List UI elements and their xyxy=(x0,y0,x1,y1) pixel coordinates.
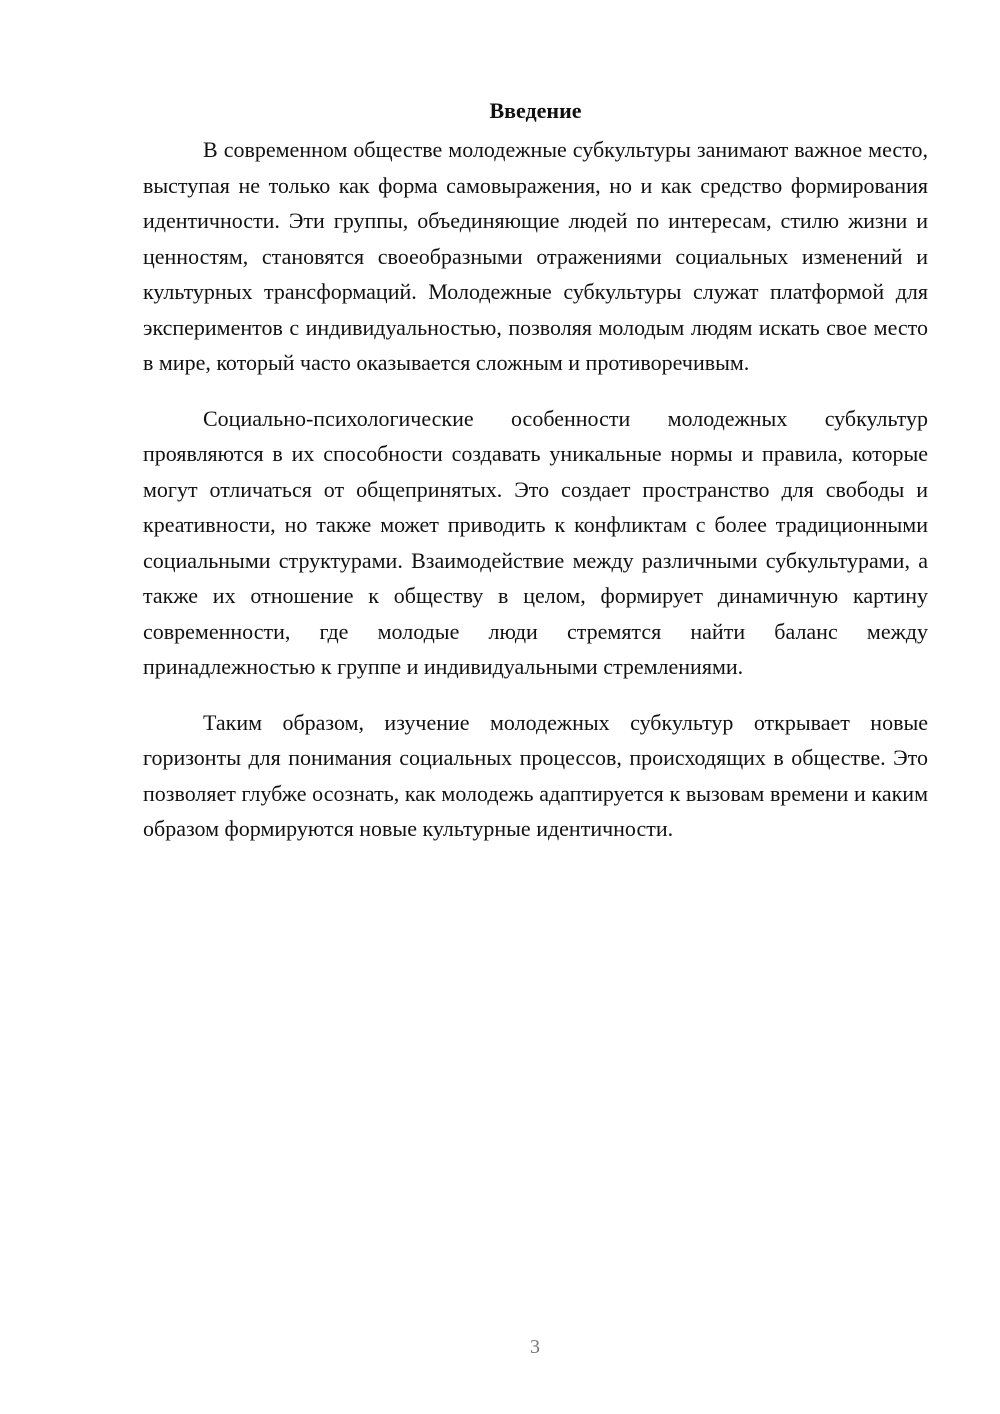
paragraph-3: Таким образом, изучение молодежных субкультур открывает новые горизонты для понимания социальных процессов, происходящих в обществе. Это позволяет глубже осознать, как молодежь адаптируется к вызовам времени и каким образом формируются новые культурные идентичности. xyxy=(143,709,928,841)
paragraph-2: Социально-психологические особенности молодежных субкультур проявляются в их способности создавать уникальные нормы и правила, которые могут отличаться от общепринятых. Это создает пространство для свободы и креативности, но также может приводить к конфликтам с более традиционными социальными структурами. Взаимодействие между различными субкультурами, а также их отношение к обществу в целом, формирует динамичную картину современности, где молодые люди стремятся найти баланс между принадлежностью к группе и индивидуальными стремлениями. xyxy=(143,405,928,679)
section-heading: Введение xyxy=(489,98,582,123)
paragraph-1: В современном обществе молодежные субкультуры занимают важное место, выступая не только как форма самовыражения, но и как средство формирования идентичности. Эти группы, объединяющие людей по интересам, стилю жизни и ценностям, становятся своеобразными отражениями социальных изменений и культурных трансформаций. Молодежные субкультуры служат платформой для экспериментов с индивидуальностью, позволяя молодым людям искать свое место в мире, который часто оказывается сложным и противоречивым. xyxy=(143,137,928,375)
page-content xyxy=(143,96,928,867)
page-number: 3 xyxy=(530,1336,540,1358)
